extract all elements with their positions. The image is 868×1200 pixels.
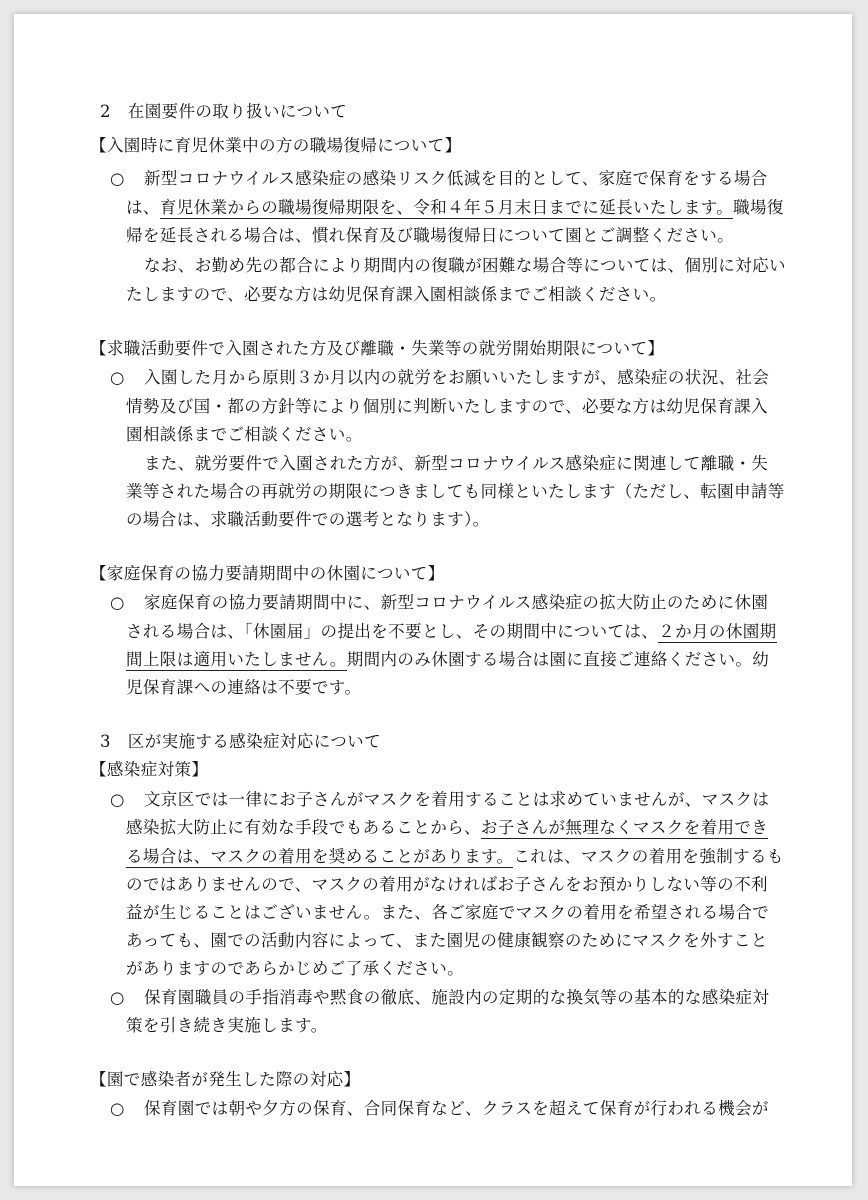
section-2-heading: 2 在園要件の取り扱いについて — [100, 102, 348, 121]
document-page — [14, 14, 852, 1186]
subsection-heading-infection-measures: 【感染症対策】 — [90, 760, 209, 779]
paragraph-line: 保育園職員の手指消毒や黙食の徹底、施設内の定期的な換気等の基本的な感染症対 — [144, 988, 770, 1007]
bullet-circle: ○ — [110, 593, 125, 612]
bullet-circle: ○ — [110, 790, 125, 809]
paragraph-line: 文京区では一律にお子さんがマスクを着用することは求めていませんが、マスクは — [144, 790, 770, 809]
paragraph-line: 情勢及び国・都の方針等により個別に判断いたしますので、必要な方は幼児保育課入 — [126, 397, 768, 416]
paragraph-line: あっても、園での活動内容によって、また園児の健康観察のためにマスクを外すこと — [126, 931, 768, 950]
underlined-text: 間上限は適用いたしません。 — [126, 650, 347, 669]
paragraph-line: 新型コロナウイルス感染症の感染リスク低減を目的として、家庭で保育をする場合 — [144, 169, 768, 188]
paragraph-line: 家庭保育の協力要請期間中に、新型コロナウイルス感染症の拡大防止のために休園 — [144, 593, 769, 612]
paragraph-line: 策を引き続き実施します。 — [126, 1016, 328, 1035]
paragraph-line: 業等された場合の再就労の期限につきましても同様といたします（ただし、転園申請等 — [126, 482, 785, 501]
paragraph-line: 児保育課への連絡は不要です。 — [126, 678, 362, 697]
paragraph-line: は、育児休業からの職場復帰期限を、令和４年５月末日までに延長いたします。職場復 — [126, 198, 784, 217]
underlined-text: る場合は、マスクの着用を奨めることがあります。 — [126, 847, 514, 866]
paragraph-line: なお、お勤め先の都合により期間内の復職が困難な場合等については、個別に対応い — [144, 256, 786, 275]
subsection-heading-infection-response: 【園で感染者が発生した際の対応】 — [90, 1070, 361, 1089]
bullet-circle: ○ — [110, 368, 125, 387]
paragraph-line: 入園した月から原則３か月以内の就労をお願いいたしますが、感染症の状況、社会 — [144, 368, 770, 387]
paragraph-line: 園相談係までご相談ください。 — [126, 425, 363, 444]
paragraph-line: 益が生じることはございません。また、各ご家庭でマスクの着用を希望される場合で — [126, 903, 770, 922]
underlined-text: ２か月の休園期 — [658, 622, 777, 641]
section-3-heading: 3 区が実施する感染症対応について — [100, 732, 381, 751]
underlined-text: 育児休業からの職場復帰期限を、令和４年５月末日までに延長いたします。 — [159, 198, 734, 217]
paragraph-line: る場合は、マスクの着用を奨めることがあります。これは、マスクの着用を強制するも — [126, 847, 784, 866]
paragraph-line: される場合は、「休園届」の提出を不要とし、その期間中については、２か月の休園期 — [126, 622, 777, 641]
paragraph-line: 感染拡大防止に有効な手段でもあることから、お子さんが無理なくマスクを着用でき — [126, 818, 769, 837]
paragraph-line: また、就労要件で入園された方が、新型コロナウイルス感染症に関連して離職・失 — [144, 454, 769, 473]
bullet-circle: ○ — [110, 1099, 125, 1118]
subsection-heading-job-search: 【求職活動要件で入園された方及び離職・失業等の就労開始期限について】 — [90, 339, 665, 358]
underlined-text: お子さんが無理なくマスクを着用でき — [480, 818, 769, 837]
paragraph-line: のではありませんので、マスクの着用がなければお子さんをお預かりしない等の不利 — [126, 875, 768, 894]
paragraph-line: たしますので、必要な方は幼児保育課入園相談係までご相談ください。 — [126, 285, 667, 304]
subsection-heading-childcare-leave: 【入園時に育児休業中の方の職場復帰について】 — [90, 136, 462, 155]
paragraph-line: 帰を延長される場合は、慣れ保育及び職場復帰日について園とご調整ください。 — [126, 226, 735, 245]
subsection-heading-home-care: 【家庭保育の協力要請期間中の休園について】 — [90, 564, 445, 583]
bullet-circle: ○ — [110, 169, 125, 188]
paragraph-line: 保育園では朝や夕方の保育、合同保育など、クラスを超えて保育が行われる機会が — [144, 1099, 769, 1118]
bullet-circle: ○ — [110, 988, 125, 1007]
paragraph-line: の場合は、求職活動要件での選考となります）。 — [126, 510, 490, 529]
paragraph-line: がありますのであらかじめご了承ください。 — [126, 959, 464, 978]
paragraph-line: 間上限は適用いたしません。期間内のみ休園する場合は園に直接ご連絡ください。幼 — [126, 650, 770, 669]
